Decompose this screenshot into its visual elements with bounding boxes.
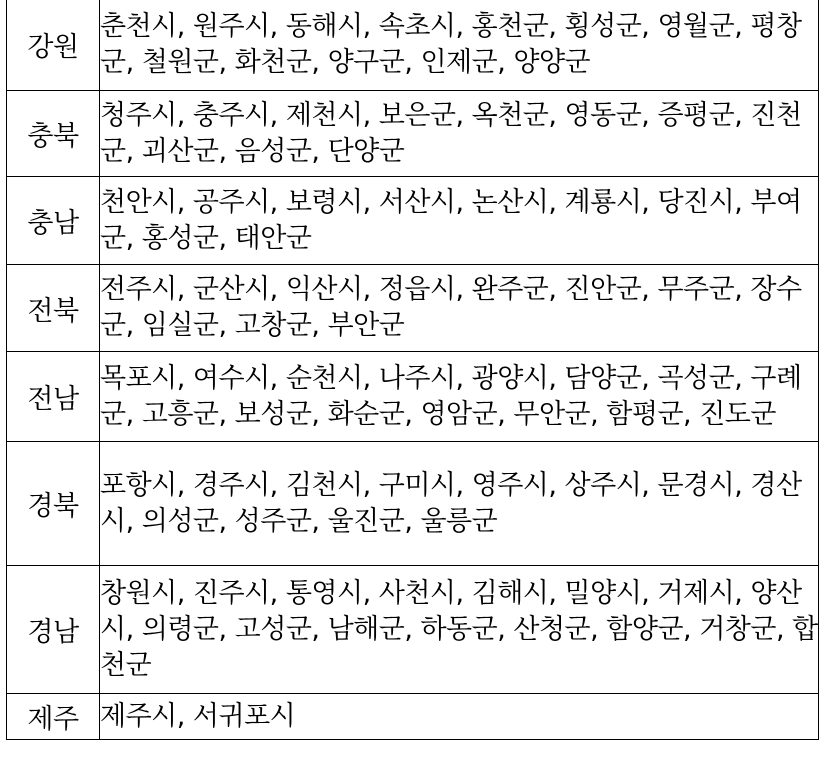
region-name-cell: 강원 — [7, 0, 100, 91]
region-name-cell: 충남 — [7, 177, 100, 265]
city-list-cell: 창원시, 진주시, 통영시, 사천시, 김해시, 밀양시, 거제시, 양산시, 의령군, 고성군, 남해군, 하동군, 산청군, 함양군, 거창군, 합천군 — [100, 566, 819, 694]
region-name-cell: 전북 — [7, 265, 100, 352]
city-list-cell: 제주시, 서귀포시 — [100, 694, 819, 740]
table-row — [7, 177, 819, 265]
region-name-cell: 충북 — [7, 91, 100, 177]
table-row — [7, 91, 819, 177]
table-row — [7, 442, 819, 566]
region-name-cell: 전남 — [7, 352, 100, 442]
table-row — [7, 0, 819, 91]
city-list-cell: 천안시, 공주시, 보령시, 서산시, 논산시, 계룡시, 당진시, 부여군, 홍성군, 태안군 — [100, 177, 819, 265]
table-row — [7, 265, 819, 352]
region-city-table — [6, 0, 819, 740]
region-name-cell: 경남 — [7, 566, 100, 694]
city-list-cell: 춘천시, 원주시, 동해시, 속초시, 홍천군, 횡성군, 영월군, 평창군, 철원군, 화천군, 양구군, 인제군, 양양군 — [100, 0, 819, 91]
city-list-cell: 포항시, 경주시, 김천시, 구미시, 영주시, 상주시, 문경시, 경산시, 의성군, 성주군, 울진군, 울릉군 — [100, 442, 819, 566]
city-list-cell: 전주시, 군산시, 익산시, 정읍시, 완주군, 진안군, 무주군, 장수군, 임실군, 고창군, 부안군 — [100, 265, 819, 352]
table-row — [7, 566, 819, 694]
table-row — [7, 352, 819, 442]
table-row — [7, 694, 819, 740]
city-list-cell: 목포시, 여수시, 순천시, 나주시, 광양시, 담양군, 곡성군, 구례군, 고흥군, 보성군, 화순군, 영암군, 무안군, 함평군, 진도군 — [100, 352, 819, 442]
region-name-cell: 경북 — [7, 442, 100, 566]
region-name-cell: 제주 — [7, 694, 100, 740]
city-list-cell: 청주시, 충주시, 제천시, 보은군, 옥천군, 영동군, 증평군, 진천군, 괴산군, 음성군, 단양군 — [100, 91, 819, 177]
